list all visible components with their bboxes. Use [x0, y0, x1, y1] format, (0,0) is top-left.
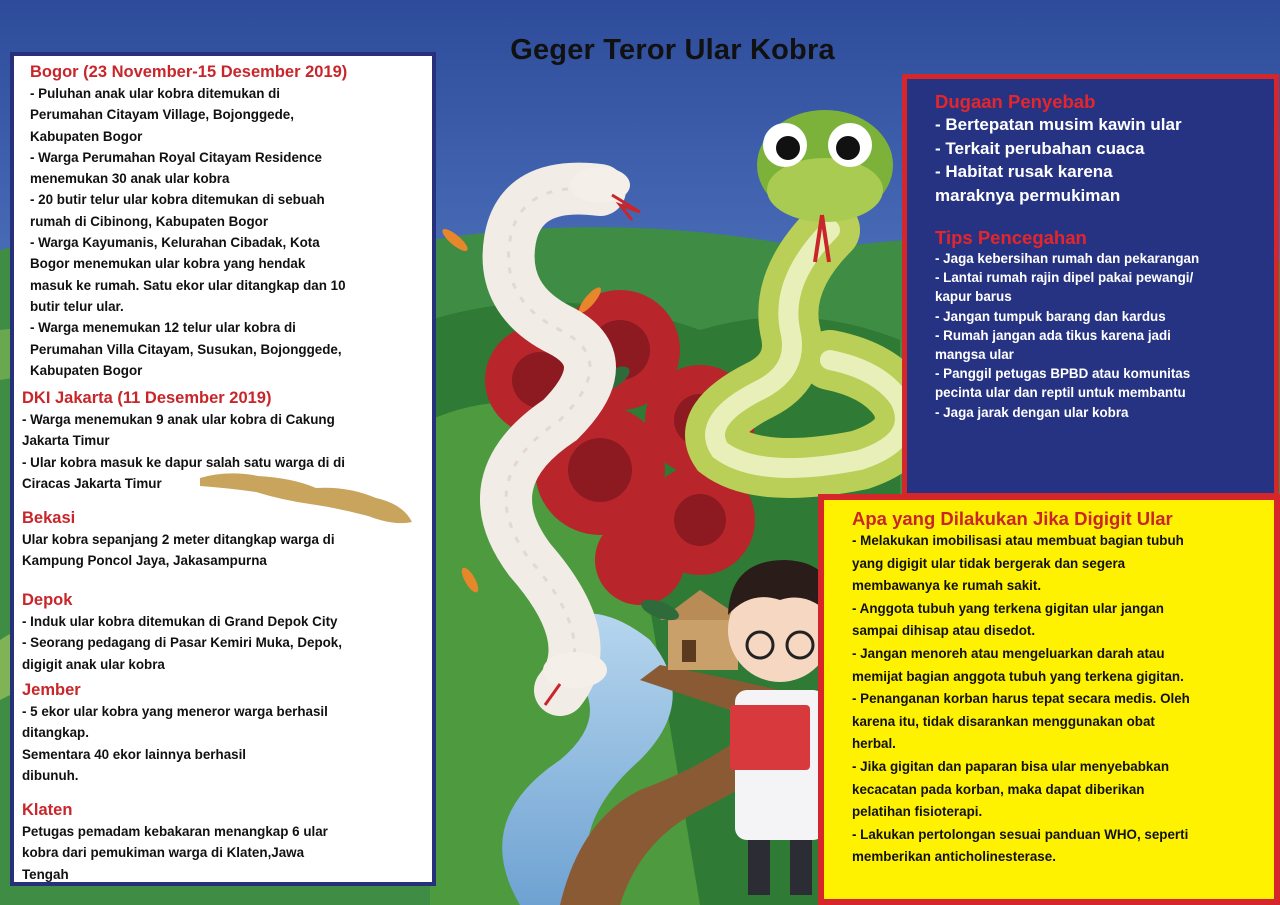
jember-line: dibunuh.	[22, 767, 79, 783]
bekasi-line: Kampung Poncol Jaya, Jakasampurna	[22, 553, 267, 569]
jember-line: ditangkap.	[22, 725, 89, 741]
snakebite-first-aid-panel	[818, 494, 1280, 905]
tips-heading: Tips Pencegahan	[935, 227, 1087, 248]
first-aid-line: - Anggota tubuh yang terkena gigitan ular jangan	[852, 600, 1164, 616]
first-aid-line: membawanya ke rumah sakit.	[852, 578, 1042, 594]
depok-line: - Seorang pedagang di Pasar Kemiri Muka, Depok,	[22, 635, 342, 651]
tips-section	[935, 227, 1258, 422]
tips-line: - Jangan tumpuk barang dan kardus	[935, 308, 1166, 324]
causes-line: - Habitat rusak karena	[935, 162, 1113, 181]
causes-and-tips-panel	[902, 74, 1279, 498]
first-aid-line: - Penanganan korban harus tepat secara medis. Oleh	[852, 691, 1190, 707]
incidents-panel	[10, 52, 436, 886]
bogor-line: - Warga Perumahan Royal Citayam Residence	[30, 149, 322, 165]
bekasi-line: Ular kobra sepanjang 2 meter ditangkap warga di	[22, 532, 335, 547]
first-aid-heading: Apa yang Dilakukan Jika Digigit Ular	[852, 508, 1173, 529]
tips-line: kapur barus	[935, 289, 1012, 305]
bogor-line: - Warga Kayumanis, Kelurahan Cibadak, Kota	[30, 235, 320, 251]
jember-line: Sementara 40 ekor lainnya berhasil	[22, 746, 247, 762]
first-aid-line: kecacatan pada korban, maka dapat diberikan	[852, 781, 1145, 797]
causes-section	[935, 91, 1258, 207]
causes-line: maraknya permukiman	[935, 185, 1121, 205]
tips-line: pecinta ular dan reptil untuk membantu	[935, 385, 1186, 401]
tips-line: mangsa ular	[935, 347, 1014, 363]
first-aid-line: sampai dihisap atau disedot.	[852, 623, 1036, 639]
bogor-line: Perumahan Villa Citayam, Susukan, Bojonggede,	[30, 341, 342, 357]
bogor-line: menemukan 30 anak ular kobra	[30, 171, 230, 187]
depok-heading: Depok	[22, 591, 73, 609]
first-aid-line: - Melakukan imobilisasi atau membuat bagian tubuh	[852, 533, 1184, 548]
first-aid-line: memberikan anticholinesterase.	[852, 849, 1056, 865]
first-aid-line: - Jangan menoreh atau mengeluarkan darah atau	[852, 645, 1165, 661]
jakarta-heading: DKI Jakarta (11 Desember 2019)	[22, 389, 272, 407]
bogor-line: rumah di Cibinong, Kabupaten Bogor	[30, 213, 269, 229]
klaten-line: Petugas pemadam kebakaran menangkap 6 ular	[22, 824, 328, 839]
causes-line: - Terkait perubahan cuaca	[935, 138, 1145, 158]
tips-line: - Lantai rumah rajin dipel pakai pewangi/	[935, 270, 1194, 286]
bogor-line: butir telur ular.	[30, 298, 124, 314]
bogor-line: - Warga menemukan 12 telur ular kobra di	[30, 320, 296, 336]
bogor-line: Kabupaten Bogor	[30, 362, 143, 378]
bogor-line: masuk ke rumah. Satu ekor ular ditangkap dan 10	[30, 277, 346, 293]
page-title: Geger Teror Ular Kobra	[510, 34, 835, 66]
jember-line: - 5 ekor ular kobra yang meneror warga berhasil	[22, 704, 328, 719]
jakarta-line: - Ular kobra masuk ke dapur salah satu warga di di	[22, 454, 345, 470]
bogor-line: Kabupaten Bogor	[30, 128, 143, 144]
depok-line: - Induk ular kobra ditemukan di Grand Depok City	[22, 614, 338, 629]
tips-line: - Rumah jangan ada tikus karena jadi	[935, 327, 1171, 343]
klaten-line: kobra dari pemukiman warga di Klaten,Jawa	[22, 845, 305, 861]
jakarta-line: Jakarta Timur	[22, 433, 110, 449]
jakarta-line: - Warga menemukan 9 anak ular kobra di Cakung	[22, 412, 335, 427]
first-aid-line: yang digigit ular tidak bergerak dan segera	[852, 555, 1126, 571]
first-aid-line: pelatihan fisioterapi.	[852, 804, 983, 820]
bogor-heading: Bogor (23 November-15 Desember 2019)	[30, 63, 348, 81]
first-aid-line: - Lakukan pertolongan sesuai panduan WHO, seperti	[852, 826, 1189, 842]
bogor-line: - Puluhan anak ular kobra ditemukan di	[30, 86, 281, 101]
bekasi-section	[22, 508, 335, 572]
causes-line: - Bertepatan musim kawin ular	[935, 115, 1182, 134]
jakarta-line: Ciracas Jakarta Timur	[22, 475, 162, 491]
first-aid-line: karena itu, tidak disarankan menggunakan obat	[852, 713, 1155, 729]
klaten-heading: Klaten	[22, 801, 73, 819]
first-aid-line: memijat bagian anggota tubuh yang terkena gigitan.	[852, 668, 1184, 684]
bogor-section	[30, 62, 347, 381]
first-aid-line: - Jika gigitan dan paparan bisa ular menyebabkan	[852, 758, 1170, 774]
bogor-line: Perumahan Citayam Village, Bojonggede,	[30, 107, 294, 123]
bogor-line: Bogor menemukan ular kobra yang hendak	[30, 256, 306, 272]
depok-line: digigit anak ular kobra	[22, 656, 165, 672]
tips-line: - Panggil petugas BPBD atau komunitas	[935, 366, 1191, 382]
jember-heading: Jember	[22, 681, 81, 699]
depok-section	[22, 590, 342, 675]
causes-heading: Dugaan Penyebab	[935, 91, 1096, 112]
klaten-section	[22, 800, 328, 885]
tips-line: - Jaga jarak dengan ular kobra	[935, 404, 1129, 420]
jember-section	[22, 680, 328, 786]
klaten-line: Tengah	[22, 866, 69, 882]
tips-line: - Jaga kebersihan rumah dan pekarangan	[935, 251, 1200, 266]
first-aid-line: herbal.	[852, 736, 896, 752]
bogor-line: - 20 butir telur ular kobra ditemukan di sebuah	[30, 192, 325, 208]
bekasi-heading: Bekasi	[22, 509, 76, 527]
